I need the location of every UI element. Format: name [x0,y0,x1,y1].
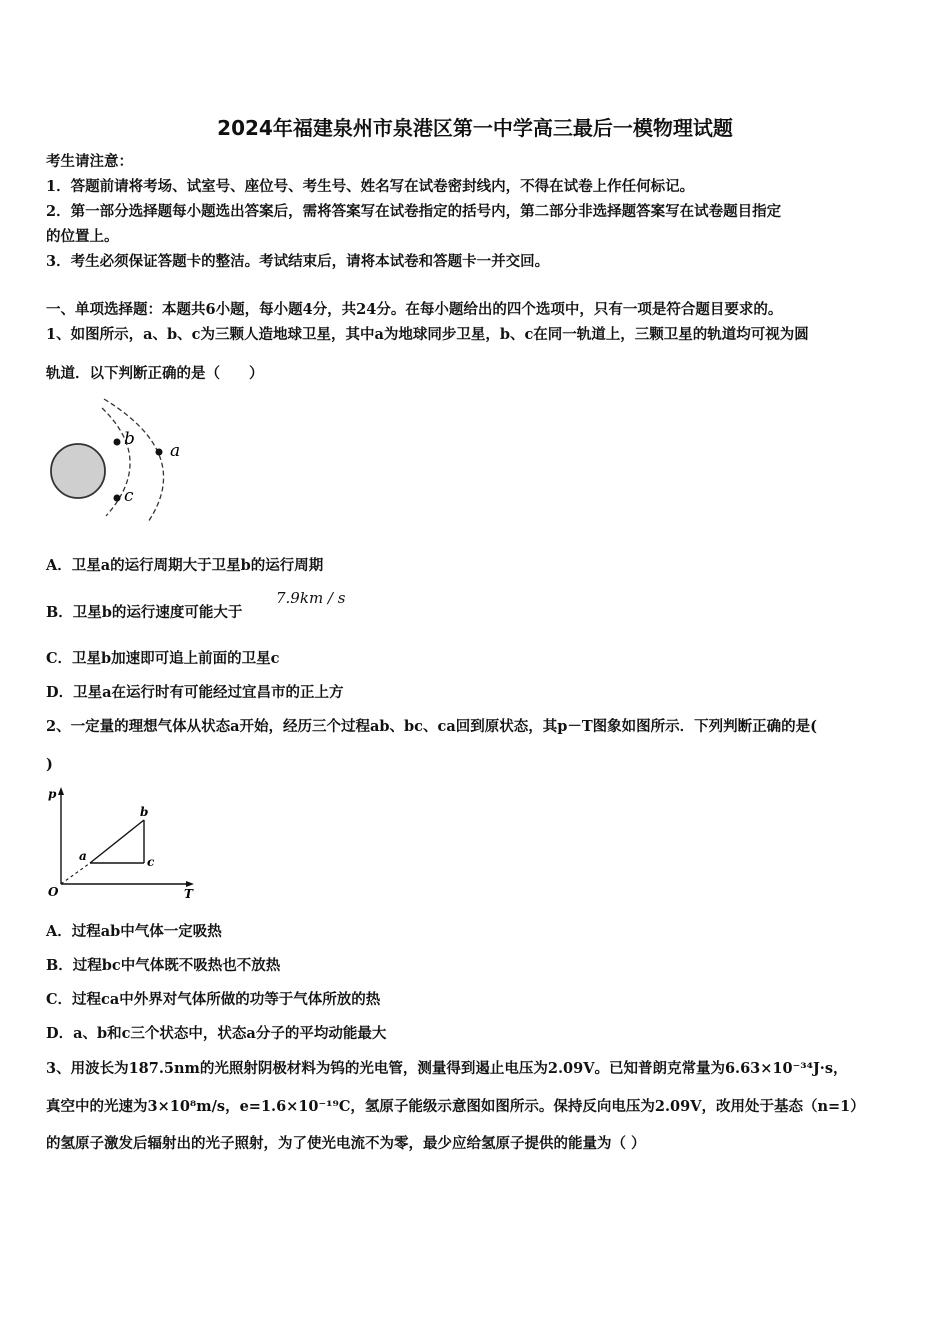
point-label-c: c [147,855,155,869]
notice-heading: 考生请注意： [46,153,133,170]
satellite-b [114,439,121,446]
notice-item-2-cont: 的位置上。 [46,228,119,245]
notice-item-1: 1．答题前请将考场、试室号、座位号、考生号、姓名写在试卷密封线内，不得在试卷上作任何标记。 [46,178,695,195]
q1-option-d: D．卫星a在运行时有可能经过宜昌市的正上方 [46,684,344,701]
label-a: a [170,441,181,461]
axis-label-t: T [184,887,193,900]
section-heading: 一、单项选择题：本题共6小题，每小题4分，共24分。在每小题给出的四个选项中，只有一项是符合题目要求的。 [46,301,783,318]
origin-dashed-line [61,863,90,884]
q2-option-a: A．过程ab中气体一定吸热 [46,923,222,940]
q1-stem-line1: 1、如图所示，a、b、c为三颗人造地球卫星，其中a为地球同步卫星，b、c在同一轨道上，三颗卫星的轨道均可视为圆 [46,326,809,343]
satellite-a [156,449,163,456]
origin-label: O [48,885,59,899]
q3-stem-line2: 真空中的光速为3×10⁸m/s，e=1.6×10⁻¹⁹C，氢原子能级示意图如图所示。保持反向电压为2.09V，改用处于基态（n=1） [46,1098,865,1115]
point-label-b: b [140,805,149,819]
orbit-a [104,399,164,522]
q1-option-b: B．卫星b的运行速度可能大于 [46,604,243,621]
q3-stem-line1: 3、用波长为187.5nm的光照射阴极材料为钨的光电管，测量得到遏止电压为2.09V。已知普朗克常量为6.63×10⁻³⁴J·s， [46,1060,848,1077]
q2-option-d: D．a、b和c三个状态中，状态a分子的平均动能最大 [46,1025,387,1042]
satellite-c [114,495,121,502]
satellite-orbit-figure [44,394,204,526]
q2-option-b: B．过程bc中气体既不吸热也不放热 [46,957,281,974]
notice-item-3: 3．考生必须保证答题卡的整洁。考试结束后，请将本试卷和答题卡一并交回。 [46,253,550,270]
page-title: 2024年福建泉州市泉港区第一中学高三最后一模物理试题 [217,116,733,140]
q2-option-c: C．过程ca中外界对气体所做的功等于气体所放的热 [46,991,381,1008]
label-b: b [124,429,135,449]
pt-diagram-figure [44,784,204,900]
q1-option-c: C．卫星b加速即可追上前面的卫星c [46,650,280,667]
q2-stem-line2: ) [46,756,53,773]
label-c: c [124,486,134,506]
notice-item-2: 2．第一部分选择题每小题选出答案后，需将答案写在试卷指定的括号内，第二部分非选择题答案写在试卷题目指定 [46,203,782,220]
q1-stem-line2: 轨道．以下判断正确的是（ ） [46,365,264,382]
process-ab [90,820,144,863]
p-axis-arrow [58,787,64,795]
axis-label-p: p [48,787,57,801]
q1-option-b-formula: 7.9km / s [276,589,346,607]
q1-option-a: A．卫星a的运行周期大于卫星b的运行周期 [46,557,324,574]
earth-circle [51,444,105,498]
q2-stem-line1: 2、一定量的理想气体从状态a开始，经历三个过程ab、bc、ca回到原状态，其p－T图象如图所示．下列判断正确的是( [46,718,817,735]
point-label-a: a [79,849,87,863]
q3-stem-line3: 的氢原子激发后辐射出的光子照射，为了使光电流不为零，最少应给氢原子提供的能量为（ ） [46,1135,646,1152]
